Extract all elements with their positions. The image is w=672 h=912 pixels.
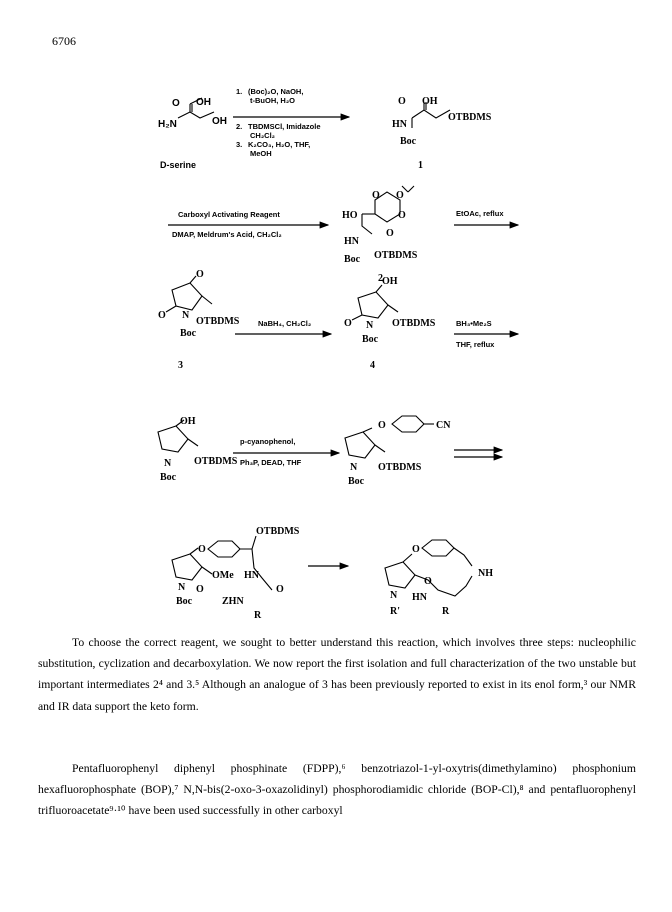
- atom-label: O: [412, 544, 420, 555]
- atom-label: OMe: [212, 570, 234, 581]
- atom-label: Boc: [362, 334, 379, 345]
- atom-label: OH: [180, 416, 196, 427]
- atom-label: N: [164, 458, 172, 469]
- atom-label: NH: [478, 568, 493, 579]
- atom-label: O: [196, 584, 204, 595]
- dserine-label: D-serine: [160, 160, 197, 170]
- reagent-text: TBDMSCl, Imidazole: [248, 122, 321, 131]
- atom-label: Boc: [400, 136, 417, 147]
- reagent-text: Carboxyl Activating Reagent: [178, 210, 280, 219]
- compound-number: 1: [418, 160, 423, 171]
- reagent-text: NaBH₄, CH₂Cl₂: [258, 319, 312, 328]
- atom-label: O: [424, 576, 432, 587]
- reagent-text: K₂CO₃, H₂O, THF,: [248, 140, 311, 149]
- atom-label: OH: [212, 116, 227, 127]
- atom-label: ZHN: [222, 596, 244, 607]
- atom-label: OTBDMS: [194, 456, 238, 467]
- atom-label: HN: [344, 236, 359, 247]
- paragraph-text: Pentafluorophenyl diphenyl phosphinate (FDPP),⁶ benzotriazol-1-yl-oxytris(dimethylamino) phosphonium hexafluorophosphate (BOP),⁷ N,N-bis(2-oxo-3-oxazolidinyl) phosphorodiamidic chloride (BOP-Cl),⁸ and pentafluorophenyl trifluoroacetate⁹·¹⁰ have been used successfully in other carboxyl: [38, 762, 636, 818]
- reagent-text: THF, reflux: [456, 340, 495, 349]
- compound-number: 3: [178, 360, 183, 371]
- reagent-text: 2.: [236, 122, 243, 131]
- atom-label: O: [196, 269, 204, 280]
- atom-label: R: [442, 606, 450, 617]
- atom-label: O: [396, 190, 404, 201]
- reagent-text: CH₂Cl₂: [250, 131, 275, 140]
- atom-label: N: [182, 310, 190, 321]
- atom-label: O: [158, 310, 166, 321]
- reagent-text: DMAP, Meldrum's Acid, CH₂Cl₂: [172, 230, 282, 239]
- atom-label: N: [366, 320, 374, 331]
- atom-label: R: [254, 610, 262, 621]
- atom-label: CN: [436, 420, 451, 431]
- atom-label: OTBDMS: [392, 318, 436, 329]
- atom-label: Boc: [344, 254, 361, 265]
- atom-label: H₂N: [158, 119, 177, 130]
- atom-label: O: [172, 98, 180, 109]
- atom-label: OH: [422, 96, 438, 107]
- reagent-text: MeOH: [250, 149, 272, 158]
- reagent-text: (Boc)₂O, NaOH,: [248, 87, 304, 96]
- atom-label: HN: [244, 570, 259, 581]
- compound-number: 4: [370, 360, 375, 371]
- atom-label: O: [372, 190, 380, 201]
- atom-label: OH: [382, 276, 398, 287]
- atom-label: O: [344, 318, 352, 329]
- page-number: 6706: [52, 34, 76, 48]
- atom-label: OTBDMS: [378, 462, 422, 473]
- compound-number: 2: [378, 273, 383, 284]
- atom-label: O: [398, 210, 406, 221]
- atom-label: R': [390, 606, 400, 617]
- atom-label: HO: [342, 210, 358, 221]
- atom-label: O: [276, 584, 284, 595]
- reagent-text: BH₃•Me₂S: [456, 319, 492, 328]
- atom-label: O: [198, 544, 206, 555]
- atom-label: Boc: [176, 596, 193, 607]
- atom-label: HN: [392, 119, 407, 130]
- atom-label: O: [386, 228, 394, 239]
- atom-label: N: [178, 582, 186, 593]
- atom-label: Boc: [348, 476, 365, 487]
- body-paragraph: [38, 758, 636, 822]
- atom-label: Boc: [160, 472, 177, 483]
- paragraph-text: To choose the correct reagent, we sought to better understand this reaction, which involves three steps: nucleophilic substitution, cyclization and decarboxylation. We now report the first isolation and full characterization of the two unstable but important intermediates 2⁴ and 3.⁵ Although an analogue of 3 has been previously reported to exist in its enol form,³ our NMR and IR data support the keto form.: [38, 636, 636, 713]
- reagent-text: t-BuOH, H₂O: [250, 96, 295, 105]
- atom-label: N: [350, 462, 358, 473]
- atom-label: OH: [196, 97, 211, 108]
- atom-label: OTBDMS: [256, 526, 300, 537]
- atom-label: N: [390, 590, 398, 601]
- reagent-text: 3.: [236, 140, 243, 149]
- atom-label: O: [378, 420, 386, 431]
- reagent-text: 1.: [236, 87, 243, 96]
- atom-label: OTBDMS: [374, 250, 418, 261]
- atom-label: OTBDMS: [196, 316, 240, 327]
- atom-label: O: [398, 96, 406, 107]
- atom-label: OTBDMS: [448, 112, 492, 123]
- reagent-text: Ph₃P, DEAD, THF: [240, 458, 302, 467]
- atom-label: HN: [412, 592, 427, 603]
- reagent-text: EtOAc, reflux: [456, 209, 504, 218]
- body-paragraph: [38, 632, 636, 717]
- reagent-text: p-cyanophenol,: [240, 437, 296, 446]
- atom-label: Boc: [180, 328, 197, 339]
